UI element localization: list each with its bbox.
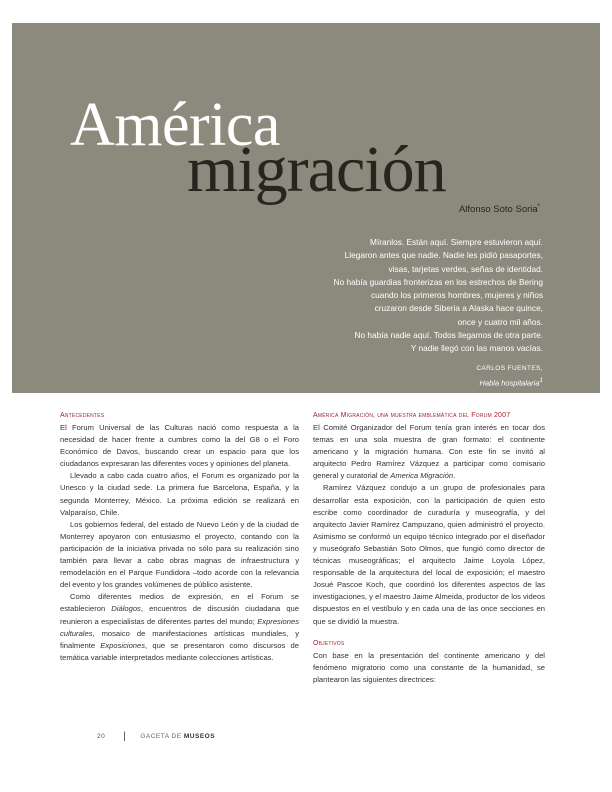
magazine-name-suffix: MUSEOS	[183, 733, 216, 740]
magazine-name-prefix: GACETA DE	[140, 733, 182, 740]
epigraph-work	[243, 375, 543, 390]
epigraph-line: cuando los primeros hombres, mujeres y niños	[370, 290, 543, 301]
paragraph: Con base en la presentación del continente americano y del fenómeno migratorio como una constante de la humanidad, se plantearon las siguientes directrices:	[313, 650, 545, 684]
text-run: , que se presentaron como discursos de temática variable interpretados mediante colecciones artísticas.	[60, 640, 299, 662]
epigraph-work-title: Habla hospitalaria	[479, 378, 540, 388]
epigraph-note-mark: 1	[539, 376, 543, 384]
author-note-mark: *	[537, 204, 540, 210]
paragraph	[313, 422, 545, 482]
text-run: .	[453, 471, 456, 481]
epigraph-line: cruzaron desde Siberia a Alaska hace quince,	[374, 303, 543, 314]
paragraph: El Forum Universal de las Culturas nació como respuesta a la necesidad de hacer frente a cumbres como la del G8 o el Foro Económico de Davos, buscando crear un espacio para que los ciudadanos expresaran las diferentes voces y opiniones del planeta.	[60, 423, 299, 469]
page-number: 20	[97, 733, 106, 740]
title-line-1: América	[70, 91, 280, 159]
epigraph	[243, 236, 543, 389]
author-name: Alfonso Soto Soria	[458, 204, 538, 216]
paragraph: Llevado a cabo cada cuatro años, el Forum es organizado por la Unesco y la ciudad sede. La primera fue Barcelona, España, y la segunda Monterrey, México. La próxima edición se realizará en Valparaíso, Chile.	[60, 471, 299, 517]
italic-term: Exposiciones	[100, 640, 146, 650]
section-heading-antecedentes: Antecedentes	[60, 412, 105, 419]
page-footer	[97, 731, 215, 742]
epigraph-line: Míranlos. Están aquí. Siempre estuvieron aquí.	[370, 237, 543, 247]
epigraph-line: once y cuatro mil años.	[457, 316, 543, 327]
epigraph-line: visas, tarjetas verdes, señas de identidad.	[388, 263, 543, 274]
epigraph-line: No había nadie aquí. Todos llegamos de otra parte.	[354, 330, 543, 341]
section-heading-america-migracion: América Migración, una muestra emblemática del Forum 2007	[313, 412, 511, 419]
epigraph-line: Llegaron antes que nadie. Nadie les pidió pasaportes,	[344, 250, 543, 261]
italic-term: Diálogos	[111, 604, 141, 614]
italic-term: America Migración	[390, 471, 454, 481]
magazine-name	[140, 733, 215, 740]
paragraph: Los gobiernos federal, del estado de Nuevo León y de la ciudad de Monterrey apoyaron con entusiasmo el proyecto, contando con la participación de la iniciativa privada no sólo para su realización sino también para llevar a cabo obras magnas de infraestructura y remodelación en el Parque Fundidora –todo acorde con la relevancia del evento y los grandes volúmenes de público asistente.	[60, 519, 299, 590]
epigraph-credit: CARLOS FUENTES,	[476, 364, 543, 372]
title-line-2: migración	[187, 133, 446, 206]
author	[459, 204, 540, 215]
text-run: , encuentros de discusión ciudadana que reunieron a especialistas de diferentes partes del mundo;	[60, 604, 299, 626]
text-run: , mosaico de manifestaciones artísticas mundiales, y finalmente	[60, 628, 299, 650]
section-heading-objetivos: Objetivos	[313, 639, 345, 647]
text-run: Como diferentes medios de expresión, en el Forum se establecieron	[60, 592, 299, 614]
text-run: El Comité Organizador del Forum tenía gran interés en tocar dos temas en una sola muestra de gran formato: el continente americano y la migración humana. Con este fin se invitó al arquitecto Pedro Ramírez Vázquez a participar como comisario general y curatorial de	[313, 423, 545, 481]
spacer	[313, 628, 545, 638]
footer-separator: |	[123, 731, 127, 742]
left-column	[60, 410, 299, 664]
paragraph: Ramírez Vázquez condujo a un grupo de profesionales para desarrollar esta exposición, con la participación de quien esto escribe como coordinador de curaduría y museografía, y del arquitecto Javier Ramírez Campuzano, quien administró el proyecto. Asimismo se conformó un equipo técnico integrado por el diseñador y museógrafo Sebastián Soto Olmos, que fungió como director de técnicas museográficas; el arquitecto Jaime Loyola López, responsable de la arquitectura del local de exposición; el maestro Josué Pascoe Koch, que coordinó los diferentes aspectos de las investigaciones, y el maestro Jaime Almeida, productor de los videos dispuestos en el vestíbulo y en cada una de las once secciones en que se dividió la muestra.	[313, 483, 545, 626]
italic-term: Expresiones culturales	[60, 616, 299, 638]
paragraph	[60, 591, 299, 664]
epigraph-line: Y nadie llegó con las manos vacías.	[410, 343, 543, 354]
right-column	[313, 410, 545, 686]
epigraph-line: No había guardias fronterizas en los estrechos de Bering	[333, 276, 543, 287]
